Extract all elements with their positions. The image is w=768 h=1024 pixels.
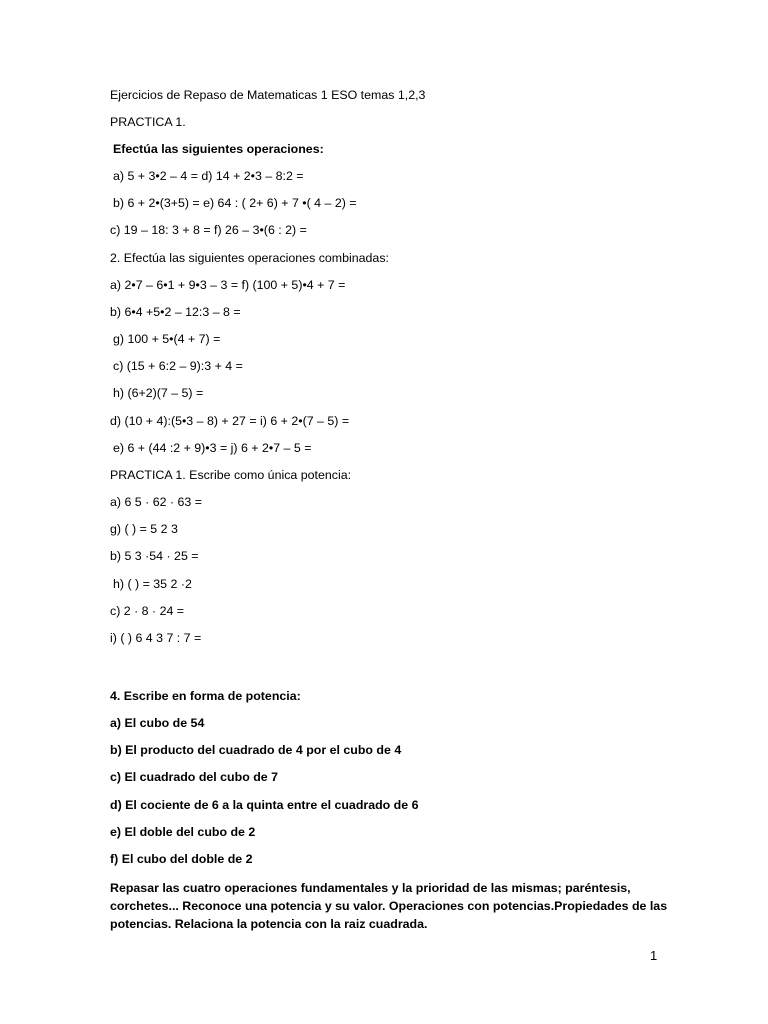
ex2-line: b) 6•4 +5•2 – 12:3 – 8 = — [110, 305, 241, 319]
ex4-line: c) El cuadrado del cubo de 7 — [110, 770, 278, 784]
potencia-line: h) ( ) = 35 2 ·2 — [113, 577, 192, 591]
ex4-line: e) El doble del cubo de 2 — [110, 825, 256, 839]
ex1-instruction: Efectúa las siguientes operaciones: — [113, 142, 324, 156]
potencia-line: c) 2 · 8 · 24 = — [110, 604, 185, 618]
ex2-line: a) 2•7 – 6•1 + 9•3 – 3 = f) (100 + 5)•4 + 7 = — [110, 278, 346, 292]
ex2-line: g) 100 + 5•(4 + 7) = — [113, 332, 221, 346]
ex2-line: d) (10 + 4):(5•3 – 8) + 27 = i) 6 + 2•(7 – 5) = — [110, 414, 350, 428]
ex4-line: b) El producto del cuadrado de 4 por el cubo de 4 — [110, 743, 402, 757]
ex4-instruction: 4. Escribe en forma de potencia: — [110, 689, 301, 703]
potencia-line: g) ( ) = 5 2 3 — [110, 522, 178, 536]
ex1-line: c) 19 – 18: 3 + 8 = f) 26 – 3•(6 : 2) = — [110, 223, 307, 237]
ex2-instruction: 2. Efectúa las siguientes operaciones combinadas: — [110, 251, 389, 265]
ex1-line: a) 5 + 3•2 – 4 = d) 14 + 2•3 – 8:2 = — [113, 169, 304, 183]
potencia-line: b) 5 3 ·54 · 25 = — [110, 549, 199, 563]
ex1-line: b) 6 + 2•(3+5) = e) 64 : ( 2+ 6) + 7 •( 4 – 2) = — [113, 196, 357, 210]
summary-paragraph: Repasar las cuatro operaciones fundamentales y la prioridad de las mismas; paréntesis, corchetes... Reconoce una potencia y su valor. Operaciones con potencias.Propiedades de las potencias. Relaciona la potencia con la raiz cuadrada. — [110, 881, 668, 931]
ex2-line: e) 6 + (44 :2 + 9)•3 = j) 6 + 2•7 – 5 = — [113, 441, 312, 455]
ex2-line: c) (15 + 6:2 – 9):3 + 4 = — [113, 359, 243, 373]
ex2-line: h) (6+2)(7 – 5) = — [113, 386, 204, 400]
potencia-line: i) ( ) 6 4 3 7 : 7 = — [110, 631, 202, 645]
ex4-line: d) El cociente de 6 a la quinta entre el cuadrado de 6 — [110, 798, 419, 812]
potencia-line: a) 6 5 · 62 · 63 = — [110, 495, 202, 509]
ex4-line: a) El cubo de 54 — [110, 716, 205, 730]
practica1-heading: PRACTICA 1. — [110, 115, 186, 129]
practica1-potencia-heading: PRACTICA 1. Escribe como única potencia: — [110, 468, 352, 482]
page-number: 1 — [650, 948, 658, 963]
document-title: Ejercicios de Repaso de Matematicas 1 ESO temas 1,2,3 — [110, 88, 426, 102]
ex4-line: f) El cubo del doble de 2 — [110, 852, 253, 866]
